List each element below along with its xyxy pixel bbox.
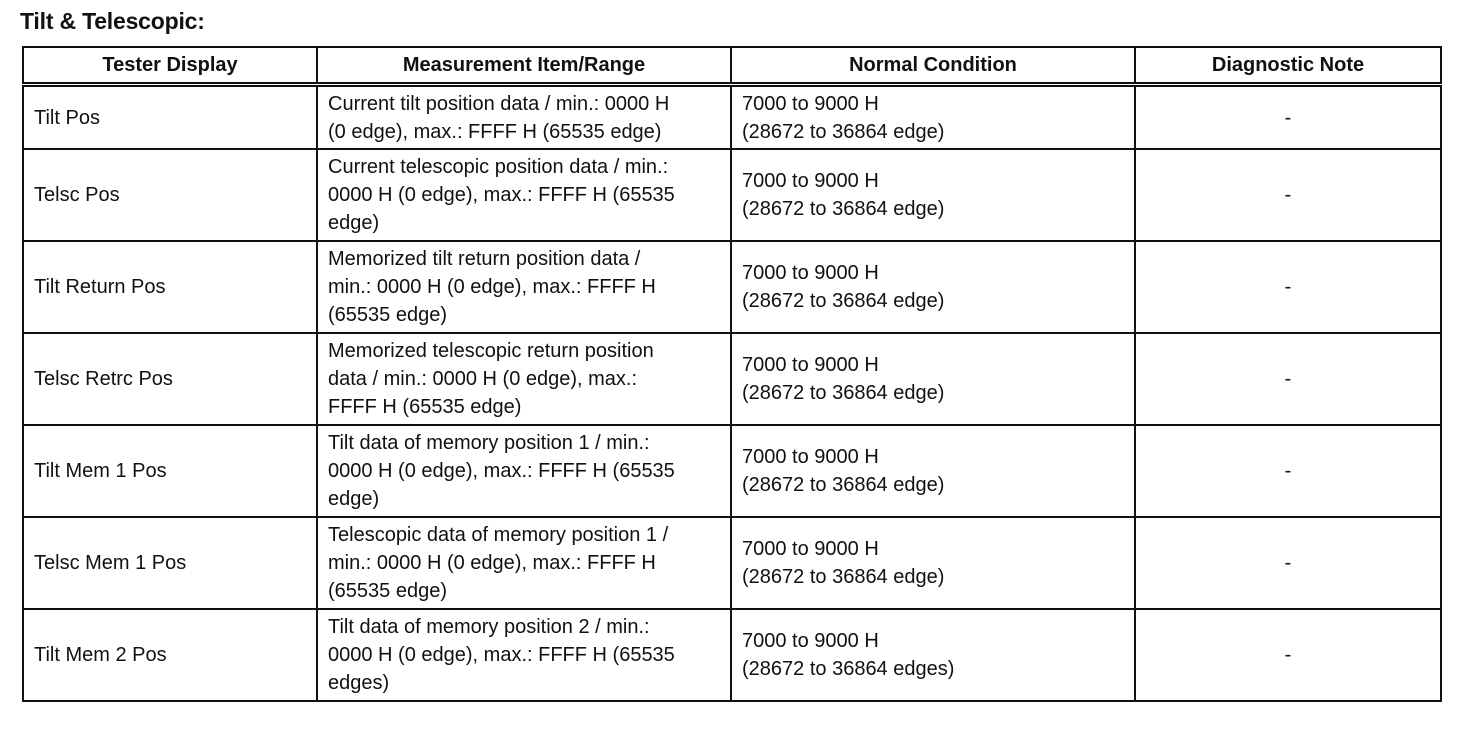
page-title: Tilt & Telescopic: (20, 8, 205, 34)
cell-tester-display: Tilt Mem 2 Pos (23, 609, 317, 701)
cell-normal-condition: 7000 to 9000 H (28672 to 36864 edge) (731, 149, 1135, 241)
header-diagnostic-note: Diagnostic Note (1135, 47, 1441, 85)
cell-measurement-range: Tilt data of memory position 2 / min.: 0000 H (0 edge), max.: FFFF H (65535 edges) (317, 609, 731, 701)
cell-diagnostic-note: - (1135, 609, 1441, 701)
cell-normal-condition: 7000 to 9000 H (28672 to 36864 edge) (731, 425, 1135, 517)
header-normal-condition: Normal Condition (731, 47, 1135, 85)
header-measurement-item-range: Measurement Item/Range (317, 47, 731, 85)
cell-measurement-range: Current telescopic position data / min.: 0000 H (0 edge), max.: FFFF H (65535 edge) (317, 149, 731, 241)
table-row (23, 609, 1441, 701)
cell-tester-display: Telsc Retrc Pos (23, 333, 317, 425)
cell-diagnostic-note: - (1135, 333, 1441, 425)
cell-tester-display: Telsc Pos (23, 149, 317, 241)
table-row (23, 517, 1441, 609)
cell-tester-display: Tilt Mem 1 Pos (23, 425, 317, 517)
cell-tester-display: Tilt Return Pos (23, 241, 317, 333)
cell-diagnostic-note: - (1135, 241, 1441, 333)
data-table (22, 46, 1442, 702)
cell-diagnostic-note: - (1135, 425, 1441, 517)
cell-measurement-range: Tilt data of memory position 1 / min.: 0000 H (0 edge), max.: FFFF H (65535 edge) (317, 425, 731, 517)
cell-normal-condition: 7000 to 9000 H (28672 to 36864 edge) (731, 85, 1135, 150)
cell-diagnostic-note: - (1135, 85, 1441, 150)
cell-measurement-range: Telescopic data of memory position 1 / min.: 0000 H (0 edge), max.: FFFF H (65535 edge) (317, 517, 731, 609)
cell-measurement-range: Current tilt position data / min.: 0000 H (0 edge), max.: FFFF H (65535 edge) (317, 85, 731, 150)
cell-normal-condition: 7000 to 9000 H (28672 to 36864 edge) (731, 517, 1135, 609)
cell-tester-display: Tilt Pos (23, 85, 317, 150)
header-row (23, 47, 1441, 85)
table-row (23, 333, 1441, 425)
cell-diagnostic-note: - (1135, 149, 1441, 241)
table-row (23, 149, 1441, 241)
cell-normal-condition: 7000 to 9000 H (28672 to 36864 edge) (731, 241, 1135, 333)
header-tester-display: Tester Display (23, 47, 317, 85)
cell-normal-condition: 7000 to 9000 H (28672 to 36864 edges) (731, 609, 1135, 701)
cell-diagnostic-note: - (1135, 517, 1441, 609)
cell-normal-condition: 7000 to 9000 H (28672 to 36864 edge) (731, 333, 1135, 425)
cell-measurement-range: Memorized tilt return position data / min.: 0000 H (0 edge), max.: FFFF H (65535 edge) (317, 241, 731, 333)
table-row (23, 85, 1441, 150)
table-row (23, 425, 1441, 517)
cell-measurement-range: Memorized telescopic return position data / min.: 0000 H (0 edge), max.: FFFF H (65535 edge) (317, 333, 731, 425)
table-row (23, 241, 1441, 333)
cell-tester-display: Telsc Mem 1 Pos (23, 517, 317, 609)
